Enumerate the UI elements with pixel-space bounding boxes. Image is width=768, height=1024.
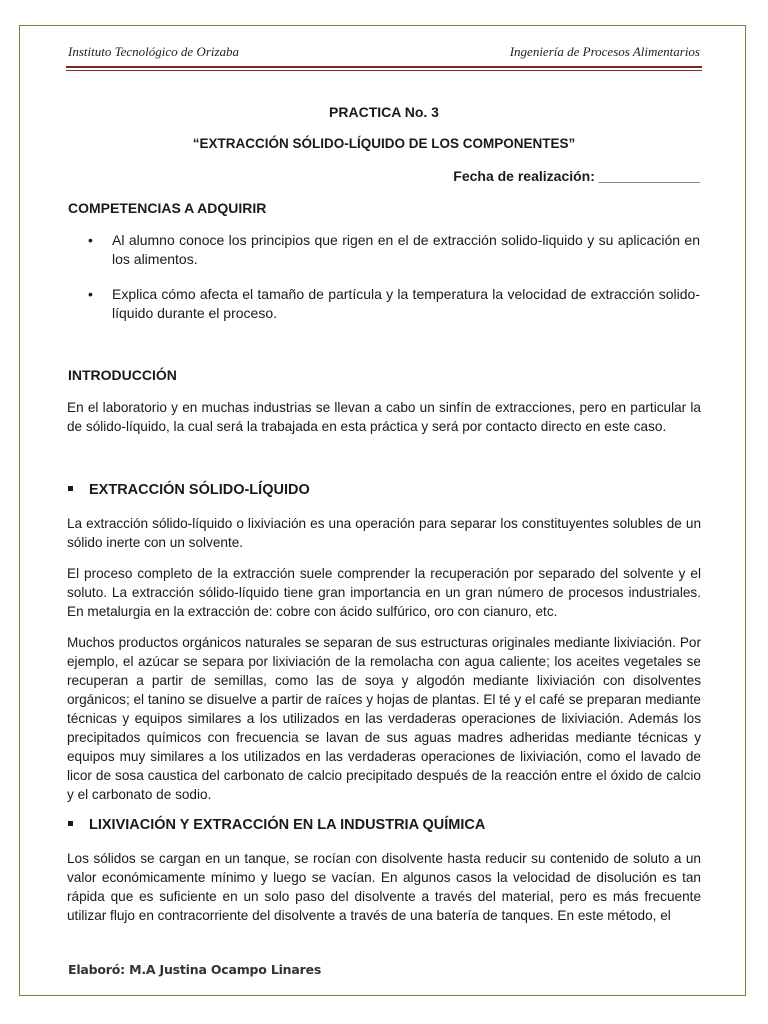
- introduccion-heading: INTRODUCCIÓN: [68, 367, 177, 383]
- paragraph: La extracción sólido-líquido o lixiviación es una operación para separar los constituyentes solubles de un sólido inerte con un solvente.: [67, 516, 701, 550]
- header-institution: Instituto Tecnológico de Orizaba: [68, 44, 240, 59]
- fecha-field: Fecha de realización: _____________: [453, 168, 700, 184]
- square-bullet-icon: [68, 486, 73, 491]
- introduccion-text: En el laboratorio y en muchas industrias se llevan a cabo un sinfín de extracciones, pero en particular la de sólido-líquido, la cual será la trabajada en esta práctica y será por contacto directo en este caso.: [67, 400, 701, 434]
- list-item: • Al alumno conoce los principios que rigen en el de extracción solido-liquido y su aplicación en los alimentos.: [88, 231, 700, 269]
- footer-author: Elaboró: M.A Justina Ocampo Linares: [68, 962, 322, 977]
- header-department: Ingeniería de Procesos Alimentarios: [509, 44, 700, 59]
- header-rule: [66, 66, 702, 68]
- page-title: PRACTICA No. 3: [329, 104, 439, 120]
- paragraph: El proceso completo de la extracción suele comprender la recuperación por separado del solvente y el soluto. La extracción sólido-líquido tiene gran importancia en un gran número de procesos industriales. En metalurgia en la extracción de: cobre con ácido sulfúrico, oro con cianuro, etc.: [67, 566, 701, 619]
- competencias-list: [88, 231, 700, 323]
- competencias-heading: COMPETENCIAS A ADQUIRIR: [68, 200, 267, 216]
- section-heading-lixiviacion: LIXIVIACIÓN Y EXTRACCIÓN EN LA INDUSTRIA QUÍMICA: [68, 817, 485, 833]
- page-subtitle: “EXTRACCIÓN SÓLIDO-LÍQUIDO DE LOS COMPONENTES”: [192, 136, 576, 151]
- section-heading-extraccion: EXTRACCIÓN SÓLIDO-LÍQUIDO: [68, 482, 310, 498]
- list-item: • Explica cómo afecta el tamaño de partícula y la temperatura la velocidad de extracción solido-líquido durante el proceso.: [88, 285, 700, 323]
- paragraph: Los sólidos se cargan en un tanque, se rocían con disolvente hasta reducir su contenido de soluto a un valor económicamente mínimo y luego se vacían. En algunos casos la velocidad de disolución es tan rápida que es suficiente en un solo paso del disolvente a través del material, pero es más frecuente utilizar flujo en contracorriente del disolvente a través de una batería de tanques. En este método, el: [67, 851, 701, 923]
- square-bullet-icon: [68, 821, 73, 826]
- paragraph: Muchos productos orgánicos naturales se separan de sus estructuras originales mediante lixiviación. Por ejemplo, el azúcar se separa por lixiviación de la remolacha con agua caliente; los aceites vegetales se recuperan a partir de semillas, como las de soya y algodón mediante lixiviación con disolventes orgánicos; el tanino se disuelve a partir de raíces y hojas de plantas. El té y el café se preparan mediante técnicas y equipos similares a los utilizados en las verdaderas operaciones de lixiviación. Además los precipitados químicos con frecuencia se lavan de sus aguas madres adheridas mediante técnicas y equipos muy similares a los utilizados en las verdaderas operaciones de lixiviación, como el lavado de licor de sosa caustica del carbonato de calcio precipitado después de la reacción entre el óxido de calcio y el carbonato de sodio.: [67, 635, 701, 802]
- header-rule-thin: [66, 70, 702, 71]
